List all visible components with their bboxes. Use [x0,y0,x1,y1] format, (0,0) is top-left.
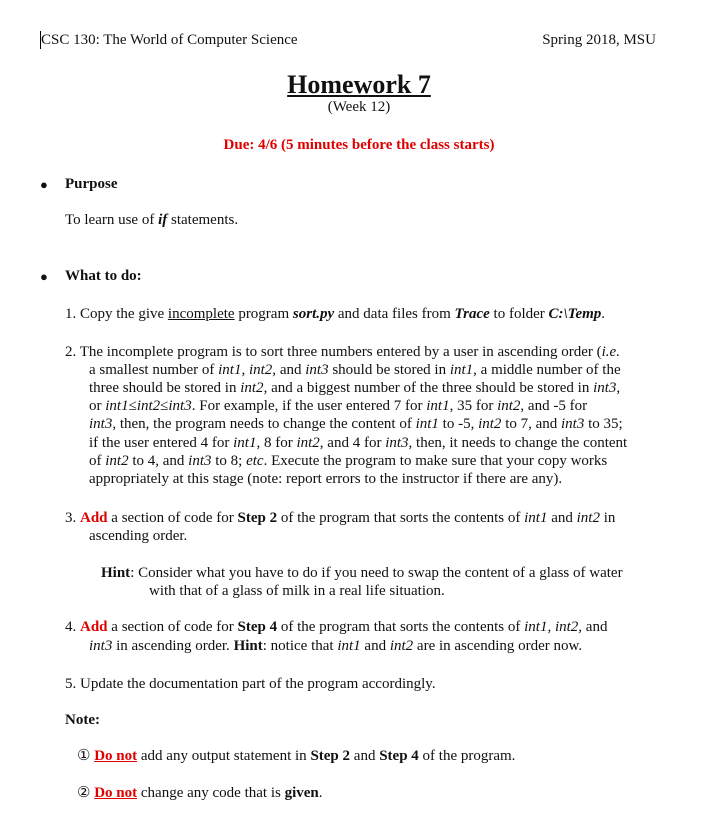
item-2-line: if the user entered 4 for int1, 8 for int2, and 4 for int3, then, it needs to change the content [89,435,628,451]
item-2-line: 2. The incomplete program is to sort three numbers entered by a user in ascending order (i.e. [65,344,620,360]
circled-one-icon: ① [77,748,91,764]
item-3-line: ascending order. [89,528,188,544]
item-2-line: a smallest number of int1, int2, and int3 should be stored in int1, a middle number of the [89,362,621,378]
item-2-line: three should be stored in int2, and a biggest number of the three should be stored in int3, [89,380,621,396]
item-3-line: 3. Add a section of code for Step 2 of the program that sorts the contents of int1 and int2 in [65,510,616,526]
due-date: Due: 4/6 (5 minutes before the class starts) [223,137,495,153]
item-4-line: 4. Add a section of code for Step 4 of the program that sorts the contents of int1, int2, and [65,619,608,635]
item-2-line: appropriately at this stage (note: report errors to the instructor if there are any). [89,471,563,487]
note-2: ② Do not change any code that is given. [77,785,323,801]
note-heading: Note: [65,712,100,728]
item-2-line: int3, then, the program needs to change the content of int1 to -5, int2 to 7, and int3 to 35; [89,416,623,432]
term-header: Spring 2018, MSU [542,32,656,48]
item-1: 1. Copy the give incomplete program sort.py and data files from Trace to folder C:\Temp. [65,306,606,322]
circled-two-icon: ② [77,785,91,801]
purpose-heading: Purpose [65,176,118,192]
course-header: CSC 130: The World of Computer Science [41,32,298,48]
purpose-text: To learn use of if statements. [65,212,239,228]
item-5: 5. Update the documentation part of the program accordingly. [65,676,436,692]
note-1: ① Do not add any output statement in Step 2 and Step 4 of the program. [77,748,516,764]
what-heading: What to do: [65,268,142,284]
item-2-line: of int2 to 4, and int3 to 8; etc. Execute the program to make sure that your copy works [89,453,608,469]
bullet-icon: ● [40,269,48,284]
item-4-line: int3 in ascending order. Hint: notice that int1 and int2 are in ascending order now. [89,638,583,654]
hint-line: Hint: Consider what you have to do if you need to swap the content of a glass of water [101,565,623,581]
bullet-icon: ● [40,177,48,192]
page-title: Homework 7 [287,70,431,99]
item-2-line: or int1≤int2≤int3. For example, if the user entered 7 for int1, 35 for int2, and -5 for [89,398,588,414]
hint-line: with that of a glass of milk in a real life situation. [149,583,445,599]
page-subtitle: (Week 12) [327,99,391,115]
